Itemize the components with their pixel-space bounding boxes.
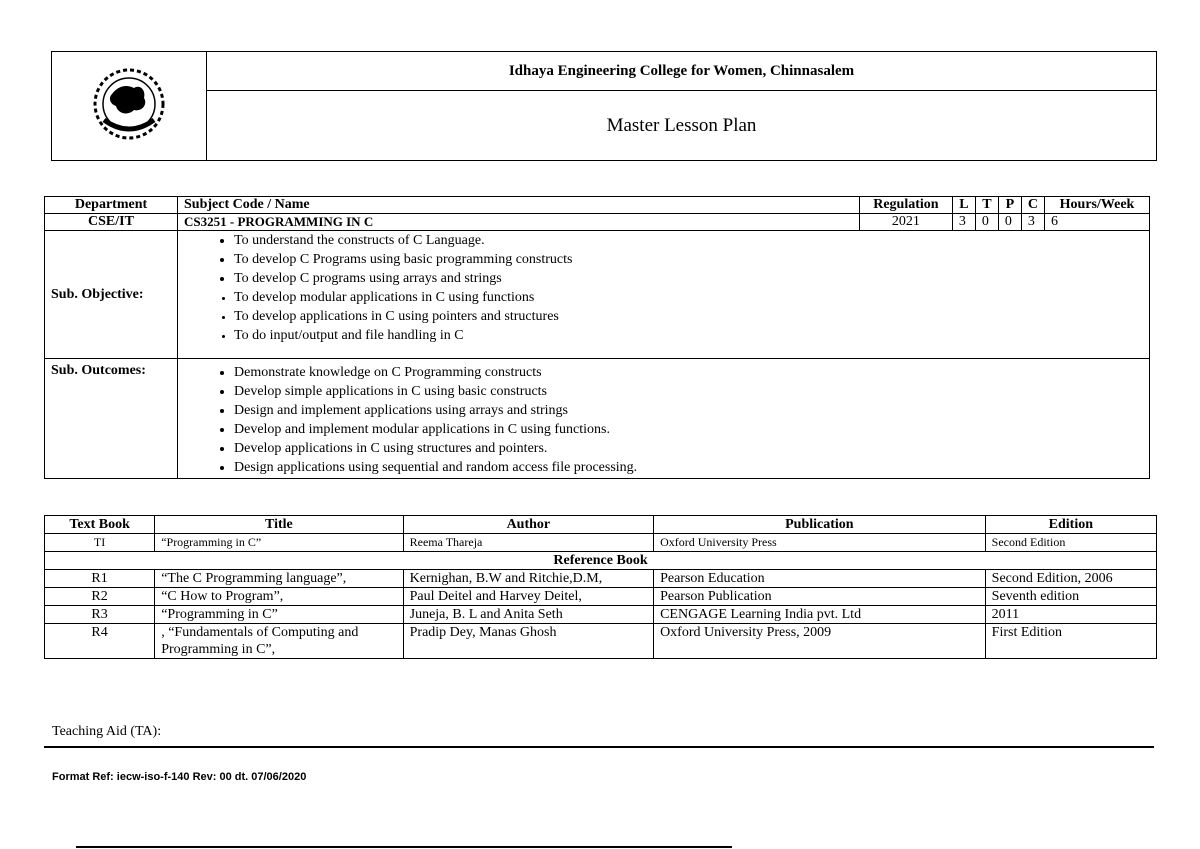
header-title: Title (155, 516, 403, 534)
divider (76, 846, 732, 848)
header-department: Department (45, 197, 178, 214)
teaching-aid-label: Teaching Aid (TA): (52, 724, 162, 739)
textbook-author: Reema Thareja (403, 534, 653, 552)
table-row (45, 624, 1157, 659)
value-subject: CS3251 - PROGRAMMING IN C (178, 214, 860, 231)
list-item: • To do input/output and file handling in C (234, 326, 1143, 345)
list-item: • Demonstrate knowledge on C Programming constructs (234, 363, 1143, 382)
textbook-edition: Second Edition (985, 534, 1156, 552)
ref-author: Pradip Dey, Manas Ghosh (403, 624, 653, 659)
list-item: • Develop simple applications in C using basic constructs (234, 382, 1143, 401)
value-l: 3 (952, 214, 975, 231)
objective-cell (178, 231, 1150, 359)
objective-label: Sub. Objective: (45, 231, 178, 359)
header-hours: Hours/Week (1045, 197, 1150, 214)
ref-edition: Seventh edition (985, 588, 1156, 606)
header-subject: Subject Code / Name (178, 197, 860, 214)
value-c: 3 (1021, 214, 1044, 231)
table-row (45, 570, 1157, 588)
ref-code: R2 (45, 588, 155, 606)
list-item: • To develop C Programs using basic programming constructs (234, 250, 1143, 269)
header-author: Author (403, 516, 653, 534)
list-item: • To develop modular applications in C using functions (234, 288, 1143, 307)
books-table (44, 515, 1157, 659)
header-text-book: Text Book (45, 516, 155, 534)
textbook-title: “Programming in C” (155, 534, 403, 552)
ref-publication: Oxford University Press, 2009 (654, 624, 986, 659)
page-title: Master Lesson Plan (207, 91, 1157, 161)
header-regulation: Regulation (859, 197, 952, 214)
subject-info-table (44, 196, 1150, 479)
logo-cell (52, 52, 207, 161)
outcome-label: Sub. Outcomes: (45, 359, 178, 479)
ref-edition: First Edition (985, 624, 1156, 659)
value-t: 0 (975, 214, 998, 231)
list-item: • Develop applications in C using structures and pointers. (234, 439, 1143, 458)
ref-code: R3 (45, 606, 155, 624)
value-hours: 6 (1045, 214, 1150, 231)
ref-edition: 2011 (985, 606, 1156, 624)
college-name: Idhaya Engineering College for Women, Chinnasalem (207, 52, 1157, 91)
list-item: • To develop C programs using arrays and strings (234, 269, 1143, 288)
ref-title: “C How to Program”, (155, 588, 403, 606)
ref-publication: Pearson Education (654, 570, 986, 588)
header-edition: Edition (985, 516, 1156, 534)
ref-author: Juneja, B. L and Anita Seth (403, 606, 653, 624)
outcome-list (184, 363, 1143, 477)
header-table (51, 51, 1157, 161)
list-item: • Design applications using sequential and random access file processing. (234, 458, 1143, 477)
outcome-cell (178, 359, 1150, 479)
header-t: T (975, 197, 998, 214)
header-p: P (998, 197, 1021, 214)
format-ref: Format Ref: iecw-iso-f-140 Rev: 00 dt. 07/06/2020 (52, 771, 307, 783)
list-item: • Design and implement applications using arrays and strings (234, 401, 1143, 420)
ref-author: Paul Deitel and Harvey Deitel, (403, 588, 653, 606)
textbook-publication: Oxford University Press (654, 534, 986, 552)
list-item: • Develop and implement modular applications in C using functions. (234, 420, 1143, 439)
header-c: C (1021, 197, 1044, 214)
table-row (45, 588, 1157, 606)
ref-author: Kernighan, B.W and Ritchie,D.M, (403, 570, 653, 588)
ref-edition: Second Edition, 2006 (985, 570, 1156, 588)
ref-code: R4 (45, 624, 155, 659)
reference-heading: Reference Book (45, 552, 1157, 570)
textbook-code: TI (45, 534, 155, 552)
ref-publication: CENGAGE Learning India pvt. Ltd (654, 606, 986, 624)
list-item: • To understand the constructs of C Language. (234, 231, 1143, 250)
ref-code: R1 (45, 570, 155, 588)
objective-list (184, 231, 1143, 345)
ref-title: , “Fundamentals of Computing and Programming in C”, (155, 624, 403, 659)
header-publication: Publication (654, 516, 986, 534)
header-l: L (952, 197, 975, 214)
ref-title: “Programming in C” (155, 606, 403, 624)
value-regulation: 2021 (859, 214, 952, 231)
list-item: • To develop applications in C using pointers and structures (234, 307, 1143, 326)
divider (44, 746, 1154, 748)
table-row (45, 606, 1157, 624)
ref-title: “The C Programming language”, (155, 570, 403, 588)
value-department: CSE/IT (45, 214, 178, 231)
value-p: 0 (998, 214, 1021, 231)
ref-publication: Pearson Publication (654, 588, 986, 606)
college-emblem-icon (74, 64, 184, 144)
